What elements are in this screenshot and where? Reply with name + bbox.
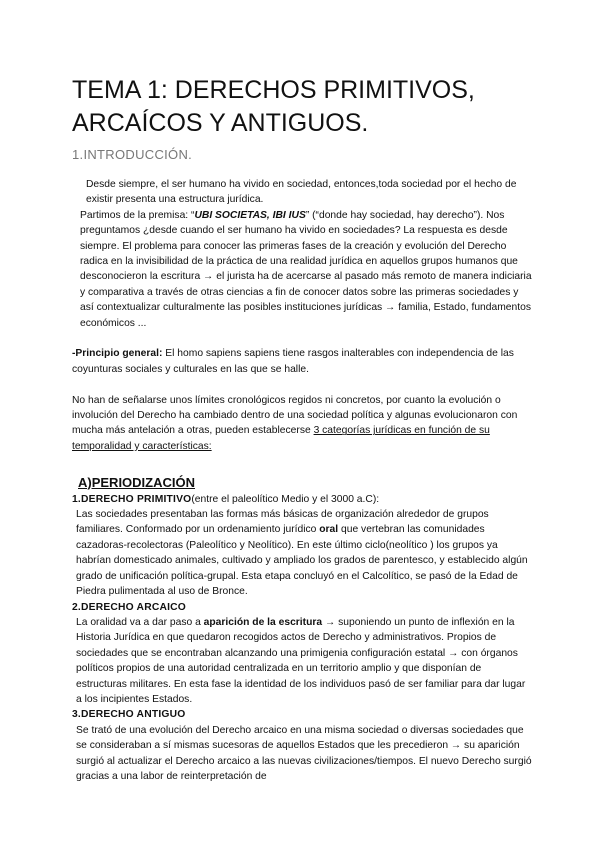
limites-text: No han de señalarse unos límites cronológicos regidos ni concretos, por cuanto la evolución o involución del Derecho ha cambiado dentro de una sociedad política y algunas evolucionaron con mucha más antelación a otras, pueden establecerse: [72, 394, 518, 437]
limites-underlined: 3 categorías jurídicas en función de su temporalidad y características:: [72, 425, 490, 452]
intro-p2-text-a: Partimos de la premisa: “: [80, 209, 195, 221]
section-a-heading: A)PERIODIZACIÓN: [78, 474, 195, 490]
intro-p2-text-b: ” (“donde hay sociedad, hay derecho”). Nos preguntamos ¿desde cuando el ser humano ha vivido en sociedades? La respuesta es desde siempre. El problema para conocer las primeras fases de la creación y evolución del Derecho radica en la invisibilidad de la práctica de una realidad jurídica en aquellos grupos humanos que desconocieron la escritura → el jurista ha de acercarse al pasado más remoto de manera indiciaria y comparativa a través de otras ciencias a fin de conocer datos sobre las primeras sociedades y así contextualizar culturalmente las posibles instituciones jurídicas → familia, Estado, fundamentos económicos ...: [80, 209, 532, 329]
antiguo-heading: 3.DERECHO ANTIGUO: [72, 709, 186, 721]
arcaico-bold: aparición de la escritura: [203, 616, 323, 628]
principio-paragraph: [72, 346, 532, 377]
page-title: [72, 74, 542, 140]
primitivo-heading: [72, 492, 532, 507]
arcaico-text-a: La oralidad va a dar paso a: [76, 616, 204, 628]
primitivo-paragraph: [72, 507, 532, 599]
limites-paragraph: [72, 393, 532, 455]
antiguo-paragraph: Se trató de una evolución del Derecho arcaico en una misma sociedad o diversas sociedades que se consideraban a sí mismas sucesoras de aquellos Estados que les precedieron → su aparición surgió al actualizar el Derecho arcaico a las nuevas civilizaciones/tiempos. El nuevo Derecho surgió gracias a una labor de reinterpretación de: [76, 724, 532, 782]
section-subtitle: 1.INTRODUCCIÓN.: [72, 147, 193, 162]
title-line-1: TEMA 1: DERECHOS PRIMITIVOS,: [72, 76, 475, 104]
latin-maxim: UBI SOCIETAS, IBI IUS: [194, 209, 306, 221]
document-body: [72, 177, 532, 784]
intro-paragraph-1: Desde siempre, el ser humano ha vivido en sociedad, entonces,toda sociedad por el hecho de existir presenta una estructura jurídica.: [86, 179, 517, 206]
primitivo-bold: oral: [319, 524, 339, 536]
arcaico-heading: 2.DERECHO ARCAICO: [72, 601, 187, 613]
principio-label: -Principio general:: [72, 348, 163, 360]
intro-paragraph-2: [72, 208, 532, 331]
primitivo-heading-title: 1.DERECHO PRIMITIVO: [72, 493, 192, 505]
primitivo-text-a: Las sociedades presentaban las formas más básicas de organización alrededor de grupos familiares. Conformado por un ordenamiento jurídico: [76, 509, 489, 536]
primitivo-text-b: que vertebran las comunidades cazadoras-recolectoras (Paleolítico y Neolítico). En este último ciclo(neolítico ) los grupos ya habrían domesticado animales, cultivado y ampliado los grados de parentesco, y establecido algún grado de unificación política-grupal. Esta etapa concluyó en el Calcolítico, se pasó de la Edad de Piedra pulimentada al uso de Bronce.: [76, 524, 528, 598]
primitivo-heading-note: (entre el paleolítico Medio y el 3000 a.C):: [191, 493, 380, 505]
principio-text: El homo sapiens sapiens tiene rasgos inalterables con independencia de las coyunturas sociales y culturales en las que se halle.: [72, 348, 514, 375]
arcaico-text-b: → suponiendo un punto de inflexión en la Historia Jurídica en que quedaron recogidos actos de Derecho y administrativos. Propios de sociedades que se encontraban alcanzando una primigenia configuración estatal → con órganos políticos propios de una autoridad centralizada en un territorio amplio y que disponían de estructuras militares. En esta fase la identidad de los individuos pasó de ser familiar para dar lugar a los incipientes Estados.: [76, 616, 526, 705]
arcaico-paragraph: [72, 615, 532, 707]
title-line-2: ARCAÍCOS Y ANTIGUOS.: [72, 109, 369, 137]
